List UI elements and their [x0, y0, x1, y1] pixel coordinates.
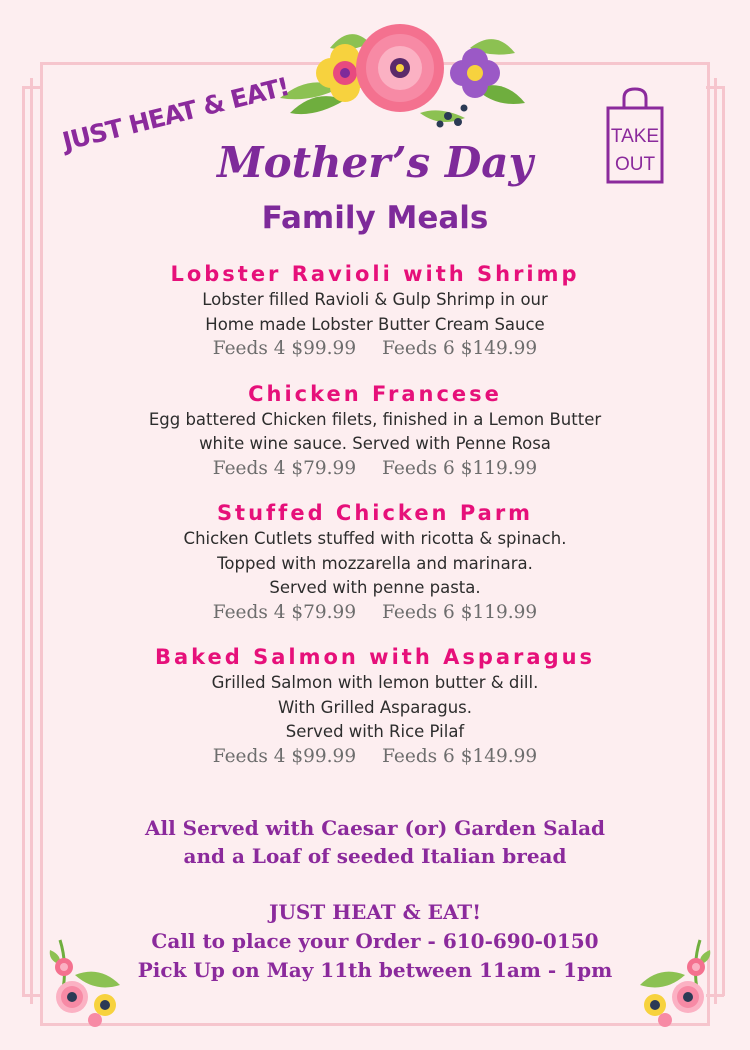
menu-item-name: Stuffed Chicken Parm [216, 501, 534, 525]
price-feeds-4: Feeds 4 $99.99 [212, 338, 357, 359]
price-feeds-4: Feeds 4 $79.99 [212, 601, 357, 623]
flower-bouquet-icon [270, 18, 530, 133]
served-line: All Served with Caesar (or) Garden Salad [144, 816, 606, 840]
served-with-note [0, 814, 750, 870]
menu-item-description: Chicken Cutlets stuffed with ricotta & spinach. [183, 529, 567, 548]
price-feeds-6: Feeds 6 $119.99 [382, 601, 538, 623]
served-line: and a Loaf of seeded Italian bread [183, 844, 567, 868]
menu-item [0, 380, 750, 482]
menu-item-description: Egg battered Chicken filets, finished in a Lemon Butter [148, 409, 602, 429]
frame-line [22, 994, 40, 997]
price-feeds-4: Feeds 4 $99.99 [212, 745, 357, 767]
footer-pickup: Pick Up on May 11th between 11am - 1pm [137, 958, 613, 982]
menu-item-prices [0, 745, 750, 770]
frame-line [22, 86, 40, 89]
menu-item [0, 499, 750, 625]
price-feeds-4: Feeds 4 $79.99 [212, 457, 357, 479]
menu-item-description: With Grilled Asparagus. [277, 697, 473, 717]
menu-item-prices [0, 601, 750, 626]
price-feeds-6: Feeds 6 $149.99 [382, 338, 538, 359]
price-feeds-6: Feeds 6 $119.99 [382, 457, 538, 479]
menu-item-description: white wine sauce. Served with Penne Rosa [199, 434, 551, 453]
menu-item-name: Baked Salmon with Asparagus [154, 645, 596, 669]
heat-and-eat-tag: JUST HEAT & EAT! [59, 71, 292, 157]
menu-list [0, 260, 750, 769]
menu-item [0, 260, 750, 362]
flower-bouquet-icon [40, 935, 130, 1030]
menu-item-description: Grilled Salmon with lemon butter & dill. [211, 673, 539, 692]
menu-item-prices [0, 337, 750, 362]
takeout-line2: OUT [614, 154, 656, 175]
menu-item-description: Topped with mozzarella and marinara. [217, 553, 533, 573]
price-feeds-6: Feeds 6 $149.99 [382, 745, 538, 767]
menu-item-description: Served with penne pasta. [269, 578, 481, 597]
frame-line [706, 86, 724, 89]
menu-item-description: Served with Rice Pilaf [285, 722, 465, 741]
menu-item-name: Chicken Francese [248, 381, 502, 406]
footer-phone: Call to place your Order - 610-690-0150 [151, 929, 599, 953]
menu-item-name: Lobster Ravioli with Shrimp [170, 262, 580, 286]
page-subtitle: Family Meals [261, 200, 489, 236]
menu-item-description: Home made Lobster Butter Cream Sauce [205, 314, 545, 334]
page-title: Mother’s Day [217, 138, 533, 187]
menu-item-description: Lobster filled Ravioli & Gulp Shrimp in our [202, 290, 548, 309]
footer-heat-eat: JUST HEAT & EAT! [269, 900, 481, 924]
flower-bouquet-icon [630, 935, 720, 1030]
menu-item-prices [0, 457, 750, 482]
takeout-line1: TAKE [610, 126, 660, 147]
menu-item [0, 643, 750, 769]
